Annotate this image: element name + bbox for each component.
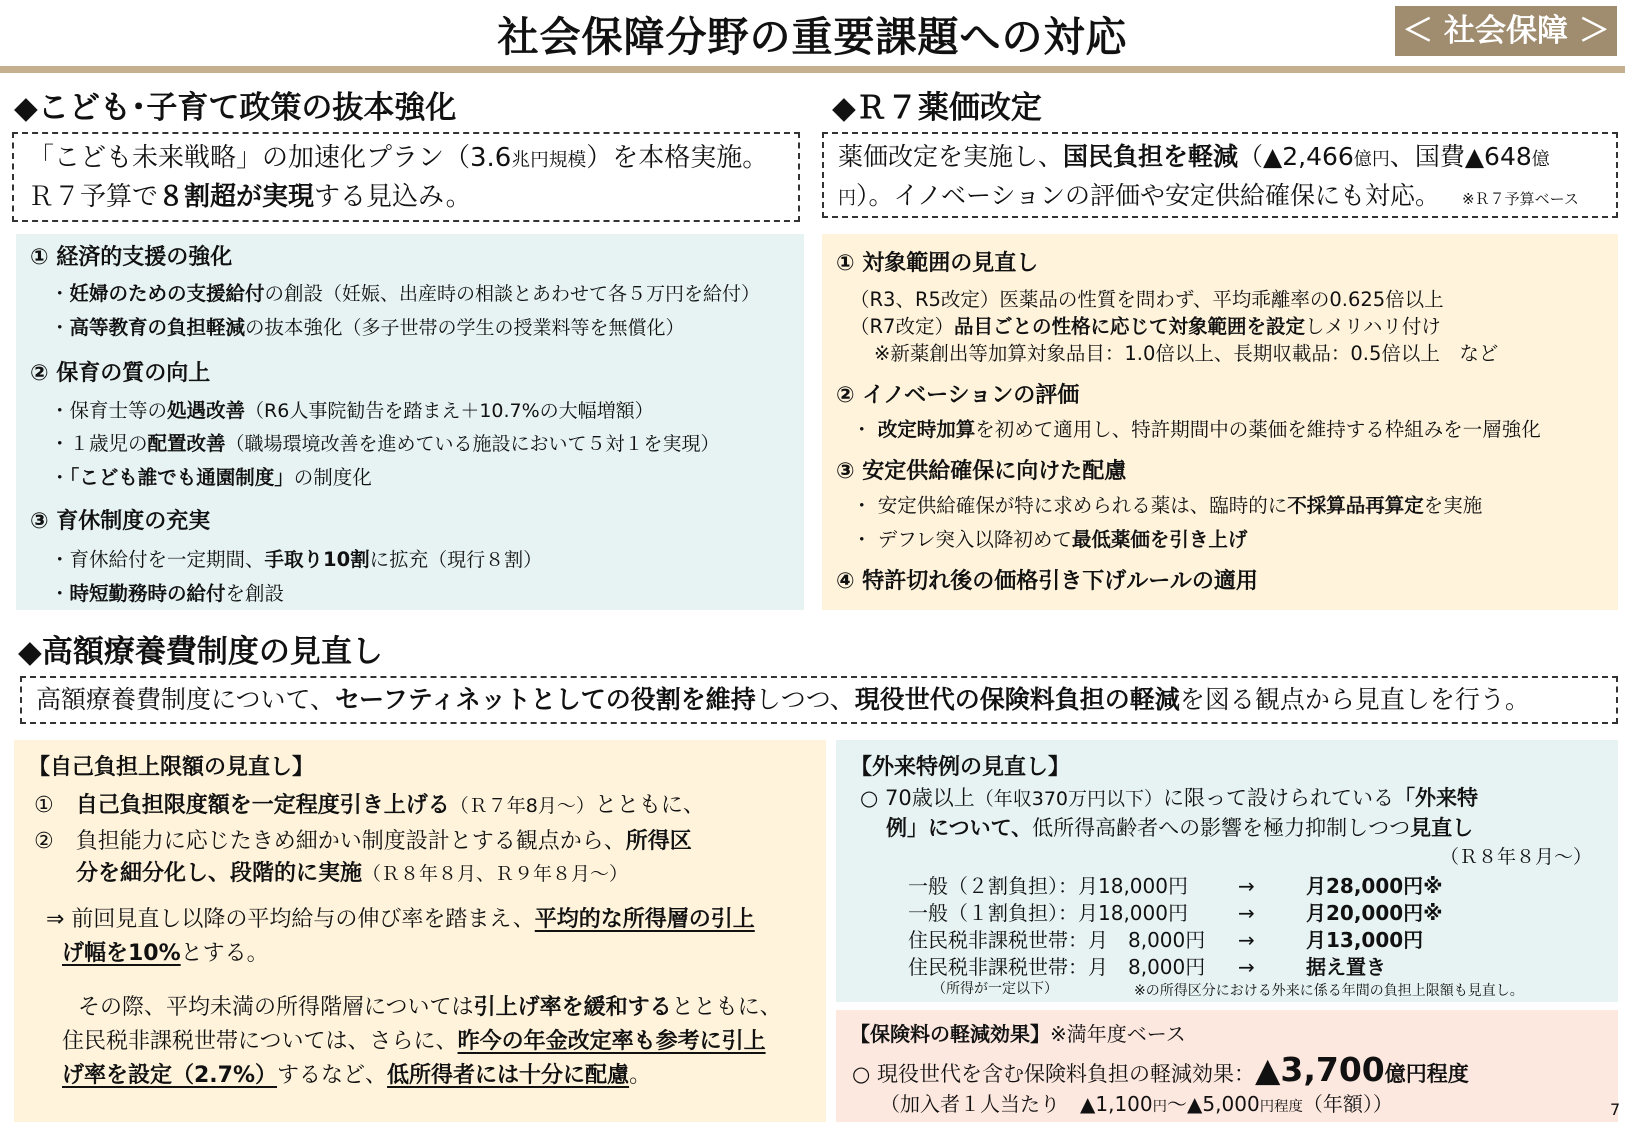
kogaku-intro-line: 高額療養費制度について、セーフティネットとしての役割を維持しつつ、現役世代の保険料負担の軽減を図る観点から見直しを行う。: [36, 685, 1530, 714]
premium-effect-panel: [836, 1010, 1621, 1122]
children-s1-item-1: ・妊婦のための支援給付の創設（妊娠、出産時の相談とあわせて各５万円を給付）: [50, 282, 761, 305]
kogaku-heading: ◆高額療養費制度の見直し: [18, 634, 383, 670]
children-s2-item-2: ・１歳児の配置改善（職場環境改善を進めている施設において５対１を実現）: [50, 432, 720, 455]
drug-s2-item-1: ・ 改定時加算を初めて適用し、特許期間中の薬価を維持する枠組みを一層強化: [852, 418, 1541, 441]
children-section-1-title: ① 経済的支援の強化: [30, 245, 233, 270]
children-intro-line-2: Ｒ７予算で８割超が実現する見込み。: [28, 182, 472, 212]
copay-relief-line-2: 住民税非課税世帯については、さらに、昨今の年金改定率も参考に引上: [62, 1029, 766, 1054]
copay-limit-panel: [14, 740, 826, 1122]
drug-section-1-title: ① 対象範囲の見直し: [836, 251, 1039, 276]
copay-policy-line-2: げ幅を10%とする。: [62, 941, 269, 966]
page-title: 社会保障分野の重要課題への対応: [497, 13, 1128, 61]
copay-relief-line-3: げ率を設定（2.7%）するなど、低所得者には十分に配慮。: [62, 1063, 652, 1088]
drug-heading: ◆Ｒ７薬価改定: [832, 90, 1042, 126]
copay-item-2-line-1: ② 負担能力に応じたきめ細かい制度設計とする観点から、所得区: [34, 829, 692, 854]
premium-effect-title-line: 【保険料の軽減効果】※満年度ベース: [850, 1022, 1186, 1046]
children-heading: ◆こども･子育て政策の抜本強化: [14, 90, 457, 126]
page-number: 7: [1610, 1100, 1621, 1119]
children-s3-item-1: ・育休給付を一定期間、手取り10割に拡充（現行８割）: [50, 548, 543, 571]
children-measures-panel: [16, 234, 804, 610]
outpatient-para-line-2: 例」について、低所得高齢者への影響を極力抑制しつつ見直し: [886, 816, 1474, 840]
outpatient-row-3: 住民税非課税世帯：月 8,000円 → 月13,000円: [908, 928, 1424, 952]
drug-intro-box: [822, 132, 1618, 218]
drug-intro-line-2: 円）。イノベーションの評価や安定供給確保にも対応。 ※Ｒ７予算ベース: [838, 181, 1579, 210]
copay-limit-title: 【自己負担上限額の見直し】: [28, 755, 315, 780]
copay-policy-line-1: ⇒ 前回見直し以降の平均給与の伸び率を踏まえ、平均的な所得層の引上: [46, 907, 755, 932]
outpatient-row-2: 一般（１割負担）：月18,000円 → 月20,000円※: [908, 901, 1443, 925]
category-badge: ＜ 社会保障 ＞: [1395, 6, 1617, 56]
drug-s1-item-3: ※新薬創出等加算対象品目：1.0倍以上、長期収載品：0.5倍以上 など: [874, 342, 1499, 365]
drug-s1-item-1: （R3、R5改定）医薬品の性質を問わず、平均乖離率の0.625倍以上: [850, 288, 1444, 311]
children-intro-box: [12, 132, 800, 222]
children-intro-line-1: 「こども未来戦略」の加速化プラン（3.6兆円規模）を本格実施。: [28, 143, 769, 173]
outpatient-title: 【外来特例の見直し】: [850, 755, 1071, 780]
copay-relief-line-1: その際、平均未満の所得階層については引上げ率を緩和するとともに、: [78, 995, 782, 1020]
children-s1-item-2: ・高等教育の負担軽減の抜本強化（多子世帯の学生の授業料等を無償化）: [50, 316, 685, 339]
children-s3-item-2: ・時短勤務時の給付を創設: [50, 582, 285, 605]
children-section-2-title: ② 保育の質の向上: [30, 361, 211, 386]
outpatient-row-4: 住民税非課税世帯：月 8,000円 → 据え置き: [908, 955, 1386, 979]
outpatient-panel: [836, 740, 1618, 1002]
drug-measures-panel: [822, 234, 1618, 610]
drug-section-2-title: ② イノベーションの評価: [836, 383, 1080, 408]
children-s2-item-3: ・「こども誰でも通園制度」の制度化: [50, 466, 372, 489]
drug-section-3-title: ③ 安定供給確保に向けた配慮: [836, 459, 1127, 484]
outpatient-para-line-1: ○ 70歳以上（年収370万円以下）に限って設けられている「外来特: [860, 786, 1478, 810]
children-section-3-title: ③ 育休制度の充実: [30, 509, 211, 534]
premium-effect-line-1: ○ 現役世代を含む保険料負担の軽減効果：▲3,700億円程度: [852, 1050, 1469, 1089]
premium-effect-line-2: （加入者１人当たり ▲1,100円～▲5,000円程度（年額））: [880, 1092, 1393, 1116]
drug-section-4-title: ④ 特許切れ後の価格引き下げルールの適用: [836, 569, 1258, 594]
header-divider: [0, 66, 1625, 73]
drug-s1-item-2: （R7改定）品目ごとの性格に応じて対象範囲を設定しメリハリ付け: [850, 315, 1441, 338]
drug-s3-item-2: ・ デフレ突入以降初めて最低薬価を引き上げ: [852, 528, 1248, 551]
children-s2-item-1: ・保育士等の処遇改善（R6人事院勧告を踏まえ＋10.7%の大幅増額）: [50, 399, 654, 422]
outpatient-date: （Ｒ８年８月～）: [1440, 846, 1593, 868]
drug-s3-item-1: ・ 安定供給確保が特に求められる薬は、臨時的に不採算品再算定を実施: [852, 494, 1483, 517]
copay-item-1: ① 自己負担限度額を一定程度引き上げる（Ｒ７年8月～）とともに、: [34, 793, 705, 818]
outpatient-row-1: 一般（２割負担）：月18,000円 → 月28,000円※: [908, 874, 1443, 898]
outpatient-row-4-sub: （所得が一定以下）: [932, 981, 1058, 997]
copay-item-2-line-2: 分を細分化し、段階的に実施（Ｒ８年８月、Ｒ９年８月～）: [76, 861, 629, 886]
kogaku-intro-box: [20, 676, 1618, 724]
drug-intro-line-1: 薬価改定を実施し、国民負担を軽減（▲2,466億円、国費▲648億: [838, 142, 1550, 171]
outpatient-footnote: ※の所得区分における外来に係る年間の負担上限額も見直し。: [1134, 983, 1524, 999]
